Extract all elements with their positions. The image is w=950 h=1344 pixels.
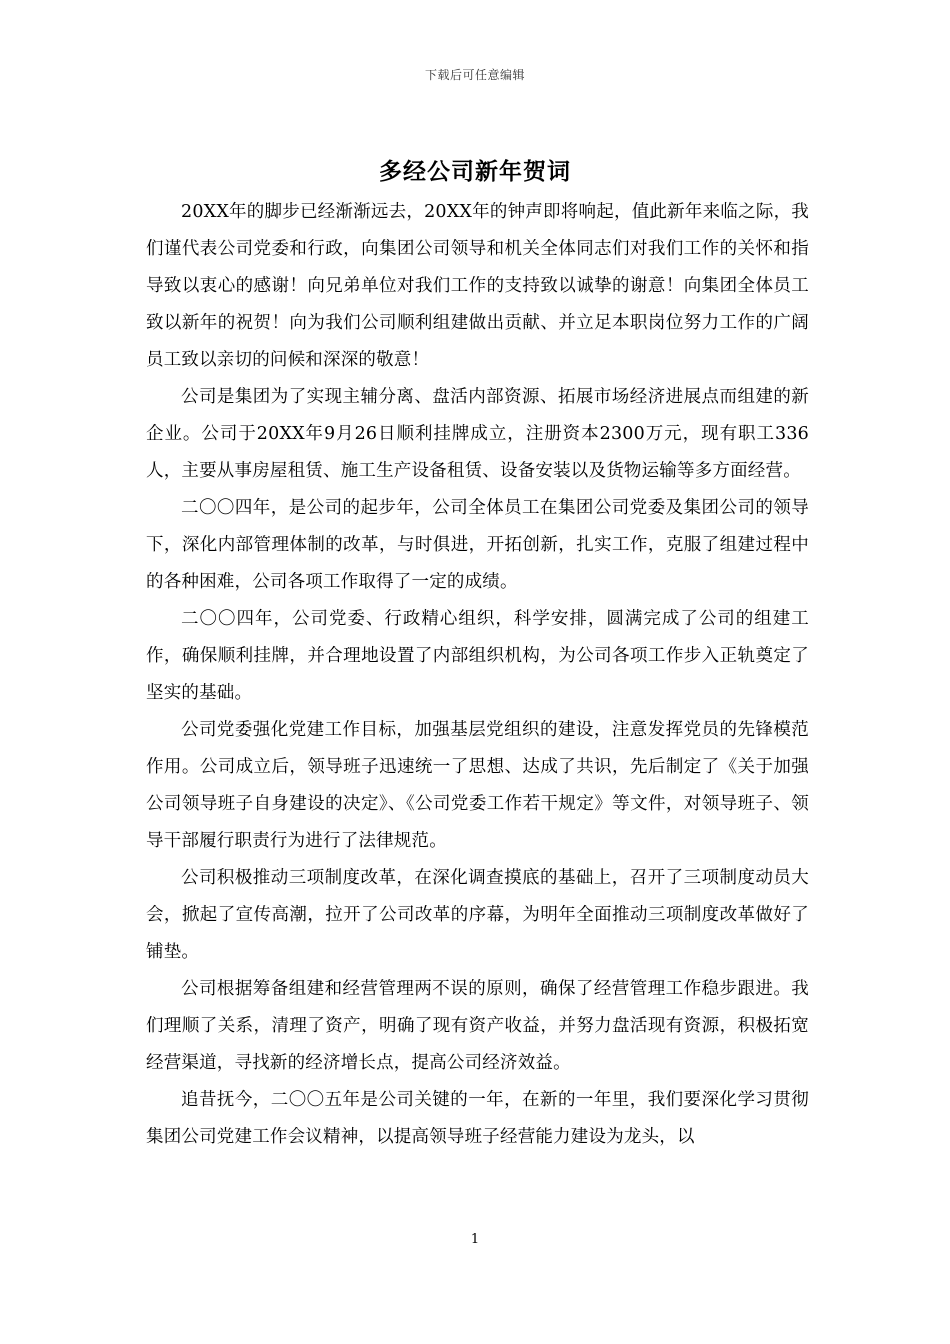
- header-note: 下载后可任意编辑: [424, 68, 525, 82]
- paragraph: 追昔抚今，二〇〇五年是公司关键的一年，在新的一年里，我们要深化学习贯彻集团公司党建工作会议精神，以提高领导班子经营能力建设为龙头，以: [146, 1090, 809, 1147]
- document-body: [146, 194, 809, 1156]
- document-title: 多经公司新年贺词: [379, 158, 571, 185]
- paragraph: 二〇〇四年，是公司的起步年，公司全体员工在集团公司党委及集团公司的领导下，深化内部管理体制的改革，与时俱进，开拓创新，扎实工作，克服了组建过程中的各种困难，公司各项工作取得了一定的成绩。: [146, 498, 809, 592]
- paragraph: 公司是集团为了实现主辅分离、盘活内部资源、拓展市场经济进展点而组建的新企业。公司于20XX年9月26日顺利挂牌成立，注册资本2300万元，现有职工336人，主要从事房屋租赁、施工生产设备租赁、设备安装以及货物运输等多方面经营。: [146, 387, 809, 481]
- paragraph: 公司党委强化党建工作目标，加强基层党组织的建设，注意发挥党员的先锋模范作用。公司成立后，领导班子迅速统一了思想、达成了共识，先后制定了《关于加强公司领导班子自身建设的决定》、《公司党委工作若干规定》等文件，对领导班子、领导干部履行职责行为进行了法律规范。: [146, 720, 809, 851]
- paragraph: 20XX年的脚步已经渐渐远去，20XX年的钟声即将响起，值此新年来临之际，我们谨代表公司党委和行政，向集团公司领导和机关全体同志们对我们工作的关怀和指导致以衷心的感谢！向兄弟单位对我们工作的支持致以诚挚的谢意！向集团全体员工致以新年的祝贺！向为我们公司顺利组建做出贡献、并立足本职岗位努力工作的广阔员工致以亲切的问候和深深的敬意！: [146, 202, 809, 370]
- paragraph: 公司根据筹备组建和经营管理两不误的原则，确保了经营管理工作稳步跟进。我们理顺了关系，清理了资产，明确了现有资产收益，并努力盘活现有资源，积极拓宽经营渠道，寻找新的经济增长点，提高公司经济效益。: [146, 979, 809, 1073]
- page-number: 1: [470, 1232, 480, 1247]
- paragraph: 公司积极推动三项制度改革，在深化调查摸底的基础上，召开了三项制度动员大会，掀起了宣传高潮，拉开了公司改革的序幕，为明年全面推动三项制度改革做好了铺垫。: [146, 868, 809, 962]
- paragraph: 二〇〇四年，公司党委、行政精心组织，科学安排，圆满完成了公司的组建工作，确保顺利挂牌，并合理地设置了内部组织机构，为公司各项工作步入正轨奠定了坚实的基础。: [146, 609, 809, 703]
